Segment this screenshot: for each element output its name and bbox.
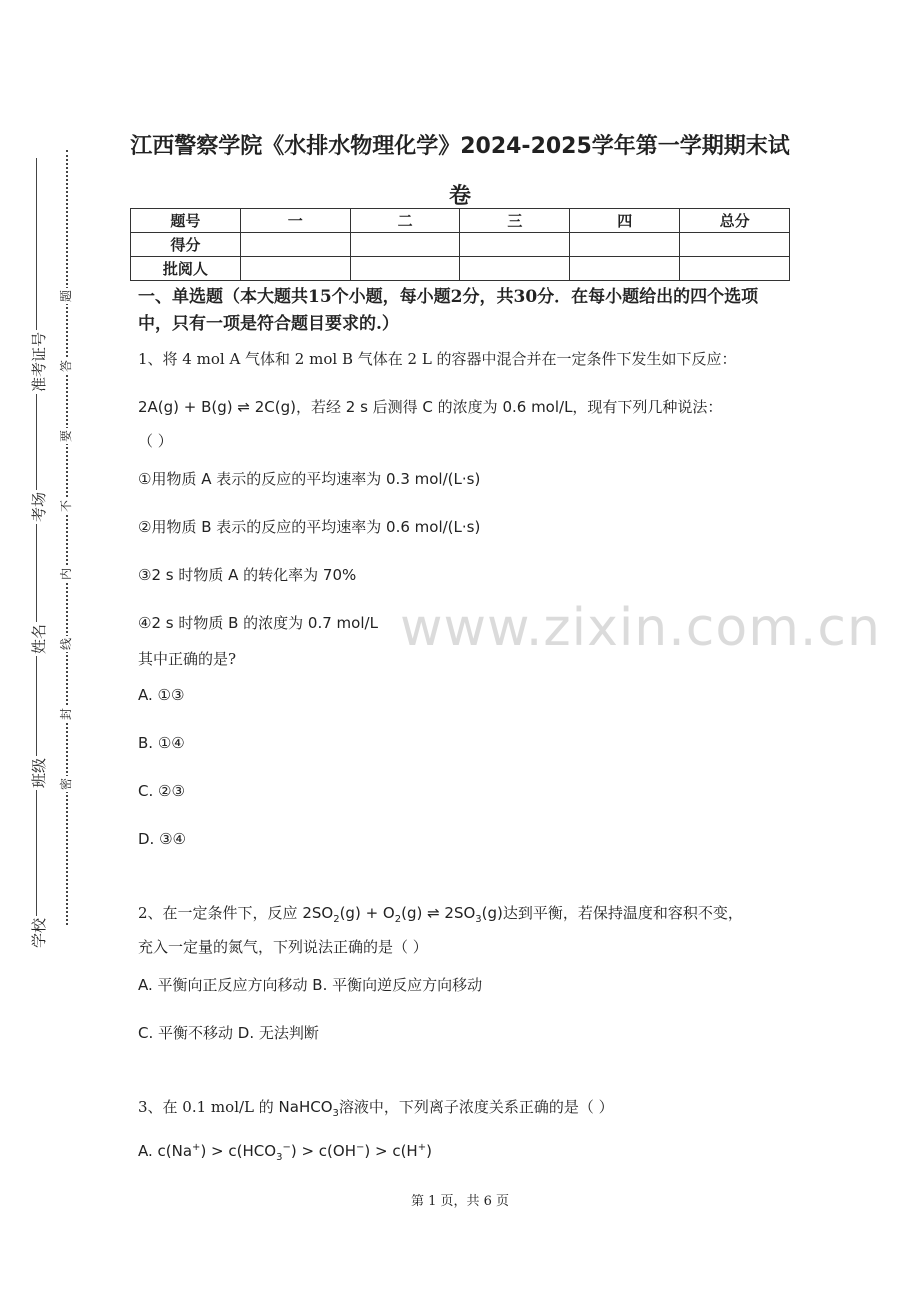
score-cell[interactable] [460, 257, 570, 281]
exam-title [130, 122, 790, 222]
q1-stem-line1: 1、将 4 mol A 气体和 2 mol B 气体在 2 L 的容器中混合并在一定条件下发生如下反应： [138, 350, 737, 368]
binding-dotted-line [66, 150, 68, 925]
title-line-1: 江西警察学院《水排水物理化学》2024-2025学年第一学期期末试 [130, 134, 790, 159]
score-table-row [131, 257, 790, 281]
score-cell[interactable] [460, 233, 570, 257]
score-cell[interactable] [350, 257, 460, 281]
header-cell: 二 [350, 209, 460, 233]
label-name: 姓名 [30, 623, 48, 654]
row-label: 得分 [131, 233, 241, 257]
seal-char: 题 [59, 290, 73, 303]
q2-stem-line2: 充入一定量的氮气，下列说法正确的是（ ） [138, 938, 428, 956]
q1-option-d[interactable]: D. ③④ [138, 830, 186, 848]
label-exam-id: 准考证号 [30, 331, 48, 392]
section-heading: 一、单选题（本大题共15个小题，每小题2分，共30分．在每小题给出的四个选项中，只有一项是符合题目要求的.） [138, 287, 759, 334]
score-cell[interactable] [570, 233, 680, 257]
binding-margin [0, 0, 90, 1302]
score-cell[interactable] [570, 257, 680, 281]
q1-option-a[interactable]: A. ①③ [138, 686, 185, 704]
label-class: 班级 [30, 757, 48, 788]
q3-stem-pre: 3、在 0.1 mol/L 的 [138, 1098, 279, 1116]
q2-stem-line1 [138, 902, 743, 925]
q1-option-c[interactable]: C. ②③ [138, 782, 185, 800]
q1-statement-1: ①用物质 A 表示的反应的平均速率为 0.3 mol/(L·s) [138, 470, 481, 488]
q3-stem [138, 1096, 614, 1119]
seal-char: 不 [59, 500, 73, 513]
page-footer: 第 1 页，共 6 页 [410, 1194, 510, 1209]
header-cell: 一 [240, 209, 350, 233]
label-school: 学校 [30, 917, 48, 948]
score-table-header-row [131, 209, 790, 233]
seal-char: 密 [59, 778, 73, 791]
binding-solid-line [36, 158, 37, 948]
score-cell[interactable] [680, 257, 790, 281]
seal-char: 内 [59, 568, 73, 581]
score-cell[interactable] [350, 233, 460, 257]
score-cell[interactable] [240, 257, 350, 281]
score-cell[interactable] [680, 233, 790, 257]
q1-stem-line2: 2A(g) + B(g) ⇌ 2C(g)，若经 2 s 后测得 C 的浓度为 0.6 mol/L，现有下列几种说法： [138, 398, 723, 416]
q2-stem-post: 达到平衡，若保持温度和容积不变， [502, 904, 743, 922]
title-line-2: 卷 [448, 184, 471, 209]
q1-statement-4: ④2 s 时物质 B 的浓度为 0.7 mol/L [138, 614, 378, 632]
score-cell[interactable] [240, 233, 350, 257]
q2-equation: $2SO_2(g) + O_2(g)$ ⇌ $2SO_3(g)$ [302, 904, 503, 925]
score-table-row [131, 233, 790, 257]
seal-char: 封 [59, 708, 73, 721]
label-exam-room: 考场 [30, 491, 48, 522]
seal-char: 要 [59, 430, 73, 443]
q2-stem-pre: 2、在一定条件下，反应 [138, 904, 303, 922]
q3-option-a[interactable]: A. $c(Na^+) > c(HCO_3^-) > c(OH^-) > c(H^+)$ [138, 1142, 432, 1163]
row-label: 批阅人 [131, 257, 241, 281]
q2-options-cd[interactable]: C. 平衡不移动 D. 无法判断 [138, 1024, 319, 1042]
q1-stem-line3: （ ） [138, 432, 173, 450]
watermark: www.zixin.com.cn [400, 598, 881, 658]
q1-ask: 其中正确的是? [138, 650, 237, 668]
q3-formula: NaHCO$_3$ [278, 1098, 339, 1119]
q1-option-b[interactable]: B. ①④ [138, 734, 185, 752]
score-table [130, 208, 790, 281]
seal-char: 答 [59, 360, 73, 373]
header-cell: 四 [570, 209, 680, 233]
header-cell: 题号 [131, 209, 241, 233]
q1-statement-3: ③2 s 时物质 A 的转化率为 70% [138, 566, 357, 584]
q3-stem-post: 溶液中，下列离子浓度关系正确的是（ ） [338, 1098, 614, 1116]
q1-statement-2: ②用物质 B 表示的反应的平均速率为 0.6 mol/(L·s) [138, 518, 481, 536]
seal-char: 线 [59, 638, 73, 651]
header-cell: 总分 [680, 209, 790, 233]
header-cell: 三 [460, 209, 570, 233]
q2-options-ab[interactable]: A. 平衡向正反应方向移动 B. 平衡向逆反应方向移动 [138, 976, 483, 994]
